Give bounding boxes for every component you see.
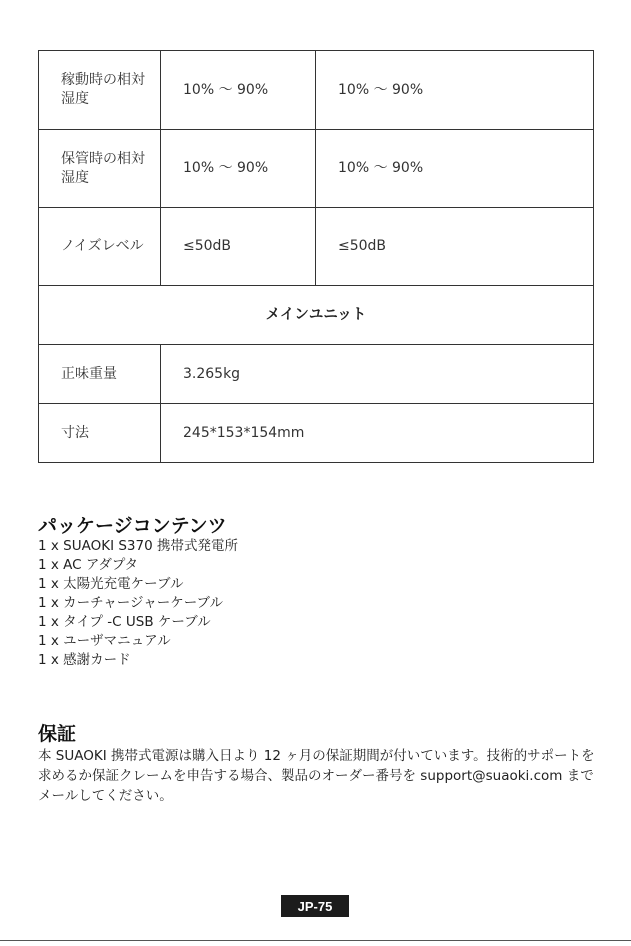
spec-table [38, 50, 594, 463]
page-number-badge: JP-75 [281, 895, 349, 917]
row-value: 10% ～ 90% [316, 51, 594, 130]
bottom-divider [0, 940, 631, 941]
row-label: 保管時の相対湿度 [39, 130, 161, 208]
package-title: パッケージコンテンツ [38, 515, 227, 537]
list-item: 1 x 太陽光充電ケーブル [38, 576, 184, 592]
row-value: 3.265kg [161, 345, 594, 404]
row-value: ≤50dB [316, 208, 594, 286]
table-row [39, 286, 594, 345]
warranty-title: 保証 [38, 723, 77, 745]
row-value: 245*153*154mm [161, 404, 594, 463]
table-row [39, 404, 594, 463]
row-value: 10% ～ 90% [161, 51, 316, 130]
row-label: 稼動時の相対湿度 [39, 51, 161, 130]
row-value: ≤50dB [161, 208, 316, 286]
row-label: 寸法 [39, 404, 161, 463]
row-label: ノイズレベル [39, 208, 161, 286]
list-item: 1 x 感謝カード [38, 652, 131, 668]
table-row [39, 208, 594, 286]
warranty-body: 本 SUAOKI 携帯式電源は購入日より 12 ヶ月の保証期間が付いています。技術的サポートを求めるか保証クレームを申告する場合、製品のオーダー番号を support@suaoki.com までメールしてください。 [38, 748, 595, 804]
row-value: 10% ～ 90% [161, 130, 316, 208]
list-item: 1 x ユーザマニュアル [38, 633, 171, 649]
table-row [39, 130, 594, 208]
main-unit-heading: メインユニット [39, 286, 594, 345]
list-item: 1 x AC アダプタ [38, 557, 138, 573]
table-row [39, 51, 594, 130]
row-label: 正味重量 [39, 345, 161, 404]
package-list [38, 537, 238, 670]
list-item: 1 x SUAOKI S370 携帯式発電所 [38, 538, 238, 554]
list-item: 1 x タイプ -C USB ケーブル [38, 614, 211, 630]
row-value: 10% ～ 90% [316, 130, 594, 208]
table-row [39, 345, 594, 404]
list-item: 1 x カーチャージャーケーブル [38, 595, 224, 611]
